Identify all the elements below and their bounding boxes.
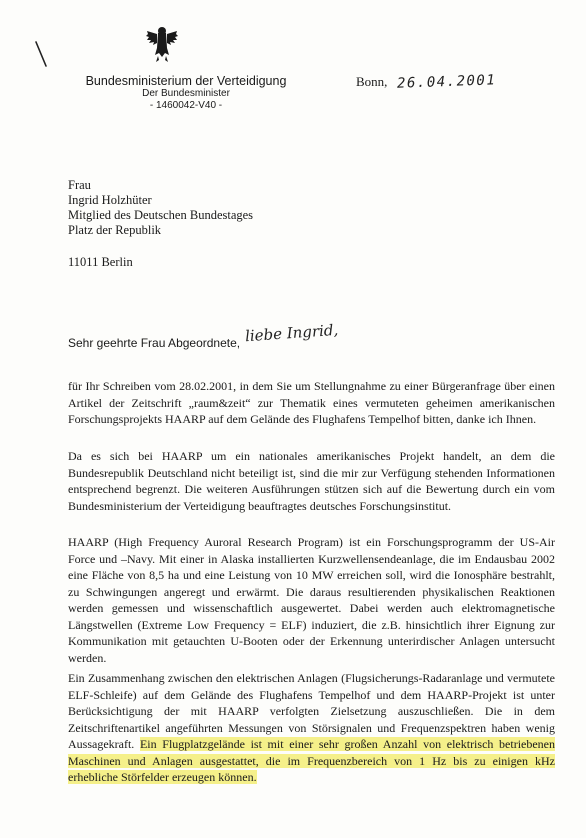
ministry-letterhead [68,74,304,112]
minister-title: Der Bundesminister [142,88,230,99]
address-line: Platz der Republik [68,223,162,237]
ministry-name: Bundesministerium der Verteidigung [85,74,287,88]
place-date [356,74,496,90]
body-paragraph-1: für Ihr Schreiben vom 28.02.2001, in dem Sie um Stellungnahme zu einer Bürgeranfrage über einen Artikel der Zeitschrift „raum&zeit“ zur Thematik eines vermuteten geheimen amerikanischen Forschungsprojekts HAARP auf dem Gelände des Flughafens Tempelhof bitten, danke ich Ihnen. [68,379,555,426]
body-paragraph-3: HAARP (High Frequency Auroral Research Program) ist ein Forschungsprogramm der US-Air Force und –Navy. Mit einer in Alaska installierten Kurzwellensendeanlage, die im Endausbau 2002 eine Fläche von 8,5 ha und eine Leistung von 10 MW erreichen soll, wird die Ionosphäre bestrahlt, zu Schwingungen angeregt und erwärmt. Die daraus resultierenden physikalischen Reaktionen werden gemessen und wissenschaftlich ausgewertet. Dabei werden auch elektromagnetische Längstwellen (Extreme Low Frequency = ELF) induziert, die z.B. hinsichtlich ihrer Eignung zur Kommunikation mit getauchten U-Booten oder der Erkennung unterirdischer Anlagen untersucht werden. [68,535,555,665]
handwritten-date: 26.04.2001 [396,72,497,92]
body-paragraph-2: Da es sich bei HAARP um ein nationales amerikanisches Projekt handelt, an dem die Bundesrepublik Deutschland nicht beteiligt ist, sind die mir zur Verfügung stehenden Informationen entsprechend begrenzt. Die weiteren Ausführungen stützen sich auf die Bewertung durch ein vom Bundesministerium der Verteidigung beauftragtes deutsches Forschungsinstitut. [68,449,555,513]
address-line: Frau [68,178,91,192]
place-label: Bonn, [356,74,388,89]
handwritten-greeting: liebe Ingrid, [244,320,339,346]
pen-stroke-mark [34,40,50,70]
address-city: 11011 Berlin [68,255,133,269]
reference-number: - 1460042-V40 - [149,100,223,111]
address-line: Ingrid Holzhüter [68,193,152,207]
highlighted-passage: Ein Flugplatzgelände ist mit einer sehr großen Anzahl von elektrisch betriebenen Maschinen und Anlagen ausgestattet, die im Frequenzbereich von 1 Hz bis zu einigen kHz erhebliche Störfelder erzeugen können. [68,737,556,784]
salutation: Sehr geehrte Frau Abgeordnete, [68,336,241,350]
recipient-address [68,178,253,270]
paragraph-text: Ein Zusammenhang zwischen den elektrischen Anlagen (Flugsicherungs-Radaranlage und vermutete ELF-Schleife) auf dem Gelände des Flughafens Tempelhof und dem HAARP-Projekt ist unter Berücksichtigung der mit HAARP verfolgten Zielsetzung auszuschließen. Die in dem Zeitschriftenartikel angeführten Messungen von Störsignalen und Frequenzspektren haben wenig Aussagekraft. [68,671,555,751]
federal-eagle-icon [145,22,179,66]
address-line: Mitglied des Deutschen Bundestages [68,208,254,222]
body-paragraph-4 [68,670,555,786]
